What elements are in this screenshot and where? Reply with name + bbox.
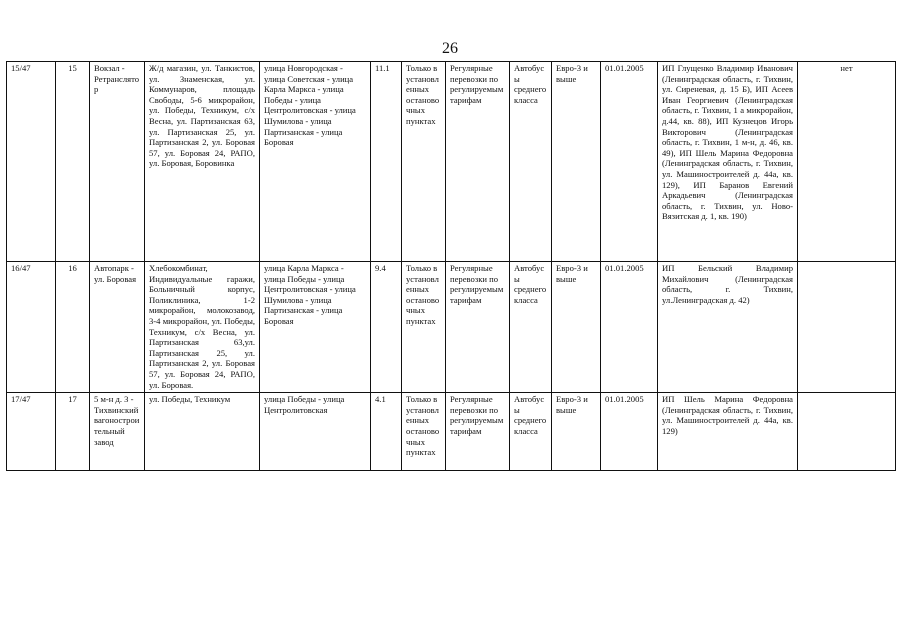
route-name-cell: Автопарк - ул. Боровая [90, 262, 145, 393]
transport-type-cell: Регулярные перевозки по регулируемым тарифам [446, 62, 510, 262]
route-number-cell: 16 [56, 262, 90, 393]
eco-class-cell: Евро-3 и выше [552, 262, 601, 393]
stop-order-cell: Только в установленных остановочных пунктах [402, 393, 446, 471]
note-cell [798, 393, 896, 471]
table-row [7, 262, 896, 393]
route-name-cell: Вокзал - Ретранслятор [90, 62, 145, 262]
streets-cell: улица Новгородская - улица Советская - улица Карла Маркса - улица Победы - улица Центролитовская - улица Шумилова - улица Партизанская - улица Боровая [260, 62, 371, 262]
page-number: 26 [442, 40, 458, 57]
stop-order-cell: Только в установленных остановочных пунктах [402, 62, 446, 262]
route-number-cell: 17 [56, 393, 90, 471]
stops-cell: Хлебокомбинат, Индивидуальные гаражи, Больничный корпус, Поликлиника, 1-2 микрорайон, молокозавод, 3-4 микрорайон, ул. Победы, Техникум, с/х Весна, ул. Партизанская 63,ул. Партизанская 25, ул. Партизанская 2, ул. Боровая 57, ул. Боровая 24, РАПО, ул. Боровая. [145, 262, 260, 393]
route-name-cell: 5 м-н д. 3 - Тихвинский вагоностроительный завод [90, 393, 145, 471]
eco-class-cell: Евро-3 и выше [552, 62, 601, 262]
transport-type-cell: Регулярные перевозки по регулируемым тарифам [446, 262, 510, 393]
carrier-cell: ИП Бельский Владимир Михайлович (Ленинградская область, г. Тихвин, ул.Ленинградская д. 42) [658, 262, 798, 393]
reg-number-cell: 16/47 [7, 262, 56, 393]
transport-type-cell: Регулярные перевозки по регулируемым тарифам [446, 393, 510, 471]
vehicle-cell: Автобусы среднего класса [510, 393, 552, 471]
reg-number-cell: 15/47 [7, 62, 56, 262]
start-date-cell: 01.01.2005 [601, 62, 658, 262]
stops-cell: ул. Победы, Техникум [145, 393, 260, 471]
start-date-cell: 01.01.2005 [601, 262, 658, 393]
vehicle-cell: Автобусы среднего класса [510, 62, 552, 262]
length-cell: 9.4 [371, 262, 402, 393]
note-cell [798, 262, 896, 393]
route-number-cell: 15 [56, 62, 90, 262]
stops-cell: Ж/д магазин, ул. Танкистов, ул. Знаменская, ул. Коммунаров, площадь Свободы, 5-6 микрорайон, ул. Победы, Техникум, с/х Весна, ул. Партизанская 63, ул. Партизанская 25, ул. Партизанская 2, ул. Боровая 57, ул. Боровая 24, РАПО, ул. Боровая, Боровинка [145, 62, 260, 262]
carrier-cell: ИП Шель Марина Федоровна (Ленинградская область, г. Тихвин, ул. Машиностроителей д. 44а, кв. 129) [658, 393, 798, 471]
vehicle-cell: Автобусы среднего класса [510, 262, 552, 393]
table-row [7, 62, 896, 262]
note-cell: нет [798, 62, 896, 262]
reg-number-cell: 17/47 [7, 393, 56, 471]
stop-order-cell: Только в установленных остановочных пунктах [402, 262, 446, 393]
length-cell: 4.1 [371, 393, 402, 471]
routes-table [6, 61, 896, 471]
streets-cell: улица Карла Маркса - улица Победы - улица Центролитовская - улица Шумилова - улица Партизанская - улица Боровая [260, 262, 371, 393]
length-cell: 11.1 [371, 62, 402, 262]
eco-class-cell: Евро-3 и выше [552, 393, 601, 471]
table-row [7, 393, 896, 471]
start-date-cell: 01.01.2005 [601, 393, 658, 471]
carrier-cell: ИП Глущенко Владимир Иванович (Ленинградская область, г. Тихвин, ул. Сиреневая, д. 15 Б), ИП Асеев Иван Георгиевич (Ленинградская область, г. Тихвин, 1 а микрорайон, д.44, кв. 88), ИП Кузнецов Игорь Викторович (Ленинградская область, г. Тихвин, 1 м-н, д. 46, кв. 49), ИП Шель Марина Федоровна (Ленинградская область, г. Тихвин, ул. Машиностроителей д. 44а, кв. 129), ИП Баранов Евгений Аркадьевич (Ленинградская область, г. Тихвин, ул. Ново-Вязитская д. 1, кв. 190) [658, 62, 798, 262]
streets-cell: улица Победы - улица Центролитовская [260, 393, 371, 471]
